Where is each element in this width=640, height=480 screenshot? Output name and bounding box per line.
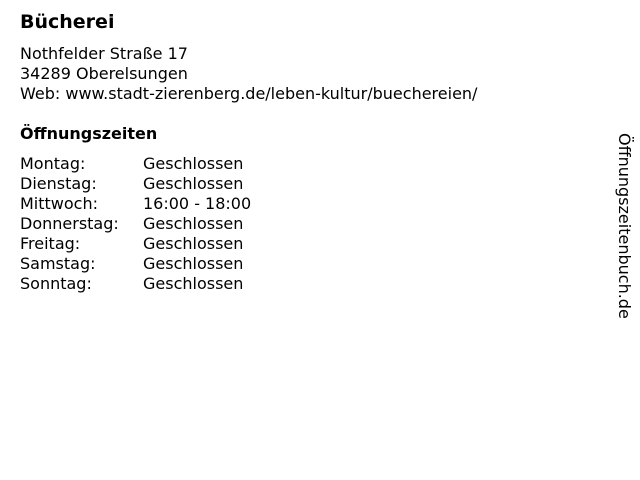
city-address: 34289 Oberelsungen [20, 64, 188, 83]
hours-row-monday [20, 154, 251, 174]
hours-row-friday [20, 234, 251, 254]
hours-row-thursday [20, 214, 251, 234]
hours-row-tuesday [20, 174, 251, 194]
day-hours: Geschlossen [143, 234, 244, 253]
street-address: Nothfelder Straße 17 [20, 44, 188, 63]
day-hours: Geschlossen [143, 214, 244, 233]
opening-hours-table [20, 154, 251, 294]
address-block [20, 44, 477, 104]
day-label: Samstag: [20, 254, 96, 273]
opening-hours-heading: Öffnungszeiten [20, 124, 158, 143]
watermark-text: Öffnungszeitenbuch.de [615, 133, 634, 319]
day-hours: Geschlossen [143, 154, 244, 173]
day-hours: 16:00 - 18:00 [143, 194, 252, 213]
day-hours: Geschlossen [143, 254, 244, 273]
day-hours: Geschlossen [143, 274, 244, 293]
website-link[interactable]: Web: www.stadt-zierenberg.de/leben-kultur/buechereien/ [20, 84, 478, 103]
hours-row-saturday [20, 254, 251, 274]
day-hours: Geschlossen [143, 174, 244, 193]
day-label: Dienstag: [20, 174, 97, 193]
hours-row-wednesday [20, 194, 251, 214]
day-label: Freitag: [20, 234, 81, 253]
day-label: Sonntag: [20, 274, 92, 293]
day-label: Montag: [20, 154, 86, 173]
hours-row-sunday [20, 274, 251, 294]
day-label: Donnerstag: [20, 214, 119, 233]
day-label: Mittwoch: [20, 194, 98, 213]
library-name: Bücherei [20, 11, 115, 33]
